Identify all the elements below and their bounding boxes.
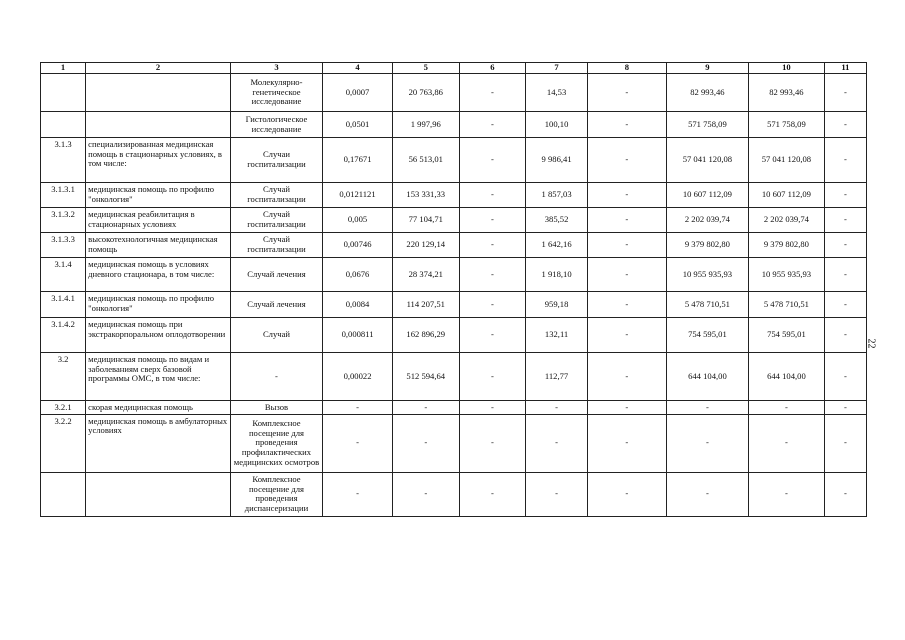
- value-cell: -: [587, 258, 666, 292]
- value-cell: 114 207,51: [392, 292, 459, 318]
- value-cell: 10 955 935,93: [666, 258, 748, 292]
- value-cell: -: [824, 353, 866, 401]
- value-cell: 0,0007: [323, 74, 393, 112]
- value-cell: -: [824, 138, 866, 183]
- row-number-cell: 3.2.2: [41, 414, 86, 472]
- care-type-cell: медицинская помощь по видам и заболеваниям сверх базовой программы ОМС, в том числе:: [86, 353, 231, 401]
- value-cell: 0,000811: [323, 318, 393, 353]
- value-cell: 5 478 710,51: [748, 292, 824, 318]
- value-cell: 512 594,64: [392, 353, 459, 401]
- table-row: [41, 292, 867, 318]
- value-cell: -: [459, 138, 526, 183]
- value-cell: -: [526, 472, 588, 516]
- value-cell: -: [666, 472, 748, 516]
- value-cell: 1 997,96: [392, 112, 459, 138]
- value-cell: -: [824, 318, 866, 353]
- unit-cell: Случай госпитализации: [230, 208, 322, 233]
- header-row: [41, 63, 867, 74]
- value-cell: -: [392, 414, 459, 472]
- value-cell: 0,00022: [323, 353, 393, 401]
- value-cell: -: [824, 258, 866, 292]
- value-cell: -: [587, 112, 666, 138]
- row-number-cell: [41, 74, 86, 112]
- care-type-cell: [86, 74, 231, 112]
- value-cell: 644 104,00: [748, 353, 824, 401]
- value-cell: 754 595,01: [666, 318, 748, 353]
- care-type-cell: медицинская помощь в амбулаторных условиях: [86, 414, 231, 472]
- value-cell: 959,18: [526, 292, 588, 318]
- column-header: 4: [323, 63, 393, 74]
- value-cell: 5 478 710,51: [666, 292, 748, 318]
- column-header: 3: [230, 63, 322, 74]
- page-number: 22: [865, 338, 877, 349]
- row-number-cell: 3.2.1: [41, 401, 86, 415]
- value-cell: 162 896,29: [392, 318, 459, 353]
- table-row: [41, 258, 867, 292]
- value-cell: -: [323, 401, 393, 415]
- unit-cell: Комплексное посещение для проведения профилактических медицинских осмотров: [230, 414, 322, 472]
- column-header: 8: [587, 63, 666, 74]
- value-cell: -: [824, 292, 866, 318]
- column-header: 5: [392, 63, 459, 74]
- unit-cell: Вызов: [230, 401, 322, 415]
- table-row: [41, 138, 867, 183]
- column-header: 7: [526, 63, 588, 74]
- table-row: [41, 353, 867, 401]
- value-cell: 82 993,46: [748, 74, 824, 112]
- unit-cell: Случай: [230, 318, 322, 353]
- value-cell: 1 918,10: [526, 258, 588, 292]
- value-cell: -: [323, 472, 393, 516]
- row-number-cell: 3.1.3.2: [41, 208, 86, 233]
- value-cell: -: [824, 183, 866, 208]
- table-row: [41, 414, 867, 472]
- value-cell: 0,0676: [323, 258, 393, 292]
- unit-cell: Случай госпитализации: [230, 183, 322, 208]
- value-cell: -: [824, 208, 866, 233]
- value-cell: 9 379 802,80: [748, 233, 824, 258]
- value-cell: 132,11: [526, 318, 588, 353]
- value-cell: -: [587, 353, 666, 401]
- value-cell: 57 041 120,08: [666, 138, 748, 183]
- column-header: 2: [86, 63, 231, 74]
- value-cell: 100,10: [526, 112, 588, 138]
- value-cell: 2 202 039,74: [666, 208, 748, 233]
- value-cell: 14,53: [526, 74, 588, 112]
- value-cell: -: [459, 472, 526, 516]
- value-cell: 9 379 802,80: [666, 233, 748, 258]
- value-cell: -: [392, 401, 459, 415]
- value-cell: -: [459, 414, 526, 472]
- value-cell: 754 595,01: [748, 318, 824, 353]
- value-cell: 153 331,33: [392, 183, 459, 208]
- care-type-cell: медицинская помощь в условиях дневного стационара, в том числе:: [86, 258, 231, 292]
- value-cell: -: [587, 74, 666, 112]
- value-cell: -: [587, 183, 666, 208]
- value-cell: -: [459, 401, 526, 415]
- value-cell: 56 513,01: [392, 138, 459, 183]
- value-cell: -: [459, 292, 526, 318]
- value-cell: -: [587, 208, 666, 233]
- column-header: 10: [748, 63, 824, 74]
- unit-cell: Молекулярно-генетическое исследование: [230, 74, 322, 112]
- value-cell: -: [459, 112, 526, 138]
- row-number-cell: 3.1.3.3: [41, 233, 86, 258]
- value-cell: 20 763,86: [392, 74, 459, 112]
- value-cell: 0,005: [323, 208, 393, 233]
- row-number-cell: 3.2: [41, 353, 86, 401]
- table-row: [41, 318, 867, 353]
- value-cell: -: [526, 414, 588, 472]
- table-row: [41, 233, 867, 258]
- value-cell: -: [459, 353, 526, 401]
- value-cell: 0,0121121: [323, 183, 393, 208]
- unit-cell: Случаи госпитализации: [230, 138, 322, 183]
- value-cell: -: [824, 401, 866, 415]
- value-cell: 82 993,46: [666, 74, 748, 112]
- care-type-cell: специализированная медицинская помощь в стационарных условиях, в том числе:: [86, 138, 231, 183]
- value-cell: 220 129,14: [392, 233, 459, 258]
- unit-cell: Комплексное посещение для проведения диспансеризации: [230, 472, 322, 516]
- value-cell: -: [824, 74, 866, 112]
- value-cell: 77 104,71: [392, 208, 459, 233]
- value-cell: 57 041 120,08: [748, 138, 824, 183]
- value-cell: -: [824, 414, 866, 472]
- care-type-cell: медицинская помощь по профилю "онкология": [86, 183, 231, 208]
- care-type-cell: [86, 112, 231, 138]
- value-cell: 2 202 039,74: [748, 208, 824, 233]
- value-cell: -: [666, 401, 748, 415]
- value-cell: 10 607 112,09: [666, 183, 748, 208]
- value-cell: -: [587, 318, 666, 353]
- value-cell: 644 104,00: [666, 353, 748, 401]
- value-cell: 0,0501: [323, 112, 393, 138]
- value-cell: -: [587, 414, 666, 472]
- value-cell: -: [748, 414, 824, 472]
- value-cell: -: [587, 138, 666, 183]
- value-cell: 0,17671: [323, 138, 393, 183]
- table-row: [41, 208, 867, 233]
- care-type-cell: медицинская помощь по профилю "онкология": [86, 292, 231, 318]
- table-body: [41, 74, 867, 517]
- row-number-cell: 3.1.4: [41, 258, 86, 292]
- value-cell: -: [526, 401, 588, 415]
- care-type-cell: медицинская помощь при экстракорпоральном оплодотворении: [86, 318, 231, 353]
- row-number-cell: [41, 112, 86, 138]
- row-number-cell: 3.1.4.1: [41, 292, 86, 318]
- unit-cell: Гистологическое исследование: [230, 112, 322, 138]
- row-number-cell: 3.1.3.1: [41, 183, 86, 208]
- value-cell: 1 642,16: [526, 233, 588, 258]
- row-number-cell: 3.1.4.2: [41, 318, 86, 353]
- row-number-cell: 3.1.3: [41, 138, 86, 183]
- value-cell: -: [459, 318, 526, 353]
- table-row: [41, 74, 867, 112]
- value-cell: -: [666, 414, 748, 472]
- unit-cell: -: [230, 353, 322, 401]
- value-cell: -: [459, 233, 526, 258]
- value-cell: -: [587, 292, 666, 318]
- value-cell: -: [459, 258, 526, 292]
- value-cell: -: [748, 472, 824, 516]
- value-cell: 0,00746: [323, 233, 393, 258]
- care-type-cell: высокотехнологичная медицинская помощь: [86, 233, 231, 258]
- value-cell: -: [392, 472, 459, 516]
- value-cell: -: [748, 401, 824, 415]
- value-cell: -: [824, 472, 866, 516]
- care-type-cell: медицинская реабилитация в стационарных условиях: [86, 208, 231, 233]
- value-cell: -: [824, 112, 866, 138]
- column-header: 1: [41, 63, 86, 74]
- value-cell: 385,52: [526, 208, 588, 233]
- value-cell: 1 857,03: [526, 183, 588, 208]
- value-cell: -: [459, 74, 526, 112]
- table-row: [41, 401, 867, 415]
- data-table: [40, 62, 867, 517]
- table-row: [41, 112, 867, 138]
- row-number-cell: [41, 472, 86, 516]
- value-cell: 571 758,09: [748, 112, 824, 138]
- value-cell: 10 955 935,93: [748, 258, 824, 292]
- table-row: [41, 472, 867, 516]
- value-cell: 28 374,21: [392, 258, 459, 292]
- value-cell: 9 986,41: [526, 138, 588, 183]
- value-cell: 10 607 112,09: [748, 183, 824, 208]
- value-cell: -: [323, 414, 393, 472]
- column-header: 11: [824, 63, 866, 74]
- table-row: [41, 183, 867, 208]
- care-type-cell: скорая медицинская помощь: [86, 401, 231, 415]
- value-cell: -: [459, 183, 526, 208]
- column-header: 9: [666, 63, 748, 74]
- value-cell: -: [587, 233, 666, 258]
- care-type-cell: [86, 472, 231, 516]
- unit-cell: Случай лечения: [230, 292, 322, 318]
- value-cell: -: [587, 472, 666, 516]
- column-header: 6: [459, 63, 526, 74]
- value-cell: -: [824, 233, 866, 258]
- value-cell: -: [459, 208, 526, 233]
- value-cell: -: [587, 401, 666, 415]
- unit-cell: Случай лечения: [230, 258, 322, 292]
- unit-cell: Случай госпитализации: [230, 233, 322, 258]
- value-cell: 0,0084: [323, 292, 393, 318]
- value-cell: 571 758,09: [666, 112, 748, 138]
- value-cell: 112,77: [526, 353, 588, 401]
